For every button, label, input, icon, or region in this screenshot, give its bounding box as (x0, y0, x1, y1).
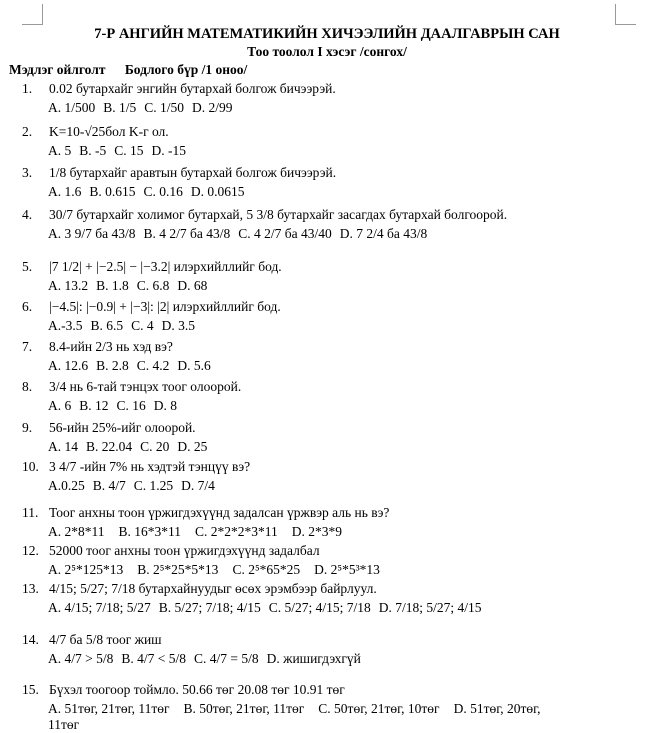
question-5 (22, 259, 282, 275)
question-text: 1/8 бутархайг аравтын бутархай болгож бичээрэй. (49, 165, 337, 180)
question-text: 0.02 бутархайг энгийн бутархай болгож бичээрэй. (49, 81, 336, 96)
answer-options-12 (48, 562, 394, 578)
answer-option[interactable]: C. 0.16 (143, 184, 183, 199)
answer-options-8 (48, 398, 185, 414)
question-text: |7 1/2| + |−2.5| − |−3.2| илэрхийллийг бод. (49, 259, 282, 274)
question-text: 52000 тоог анхны тоон үржигдэхүүнд задалбал (49, 543, 320, 558)
answer-option[interactable]: A.-3.5 (48, 318, 83, 333)
question-text: 8.4-ийн 2/3 нь хэд вэ? (49, 339, 173, 354)
question-number: 8. (22, 379, 33, 394)
answer-option[interactable]: B. 22.04 (86, 439, 133, 454)
section-objective: Мэдлэг ойлголт (9, 62, 106, 77)
answer-option[interactable]: B. 4/7 < 5/8 (121, 651, 186, 666)
answer-option[interactable]: C. 2*2*2*3*11 (195, 524, 278, 539)
answer-option[interactable]: B. 5/27; 7/18; 4/15 (158, 600, 261, 615)
answer-option[interactable]: B. 0.615 (89, 184, 136, 199)
answer-option[interactable]: D. 2/99 (192, 100, 233, 115)
question-number: 6. (22, 299, 33, 314)
answer-options-3 (48, 184, 253, 200)
answer-option[interactable]: B. -5 (79, 143, 107, 158)
question-number: 4. (22, 207, 33, 222)
answer-option[interactable]: D. 3.5 (161, 318, 196, 333)
answer-option[interactable]: C. 1.25 (133, 478, 174, 493)
answer-option[interactable]: A.0.25 (48, 478, 85, 493)
question-number: 13. (22, 581, 39, 596)
answer-option[interactable]: C. 20 (140, 439, 170, 454)
answer-option[interactable]: D. 0.0615 (190, 184, 245, 199)
answer-option[interactable]: A. 5 (48, 143, 72, 158)
question-10 (22, 459, 250, 475)
answer-option[interactable]: D. 2⁵*5³*13 (314, 562, 380, 577)
answer-options-2 (48, 143, 194, 159)
answer-option-wrap: 11төг (48, 717, 80, 732)
answer-options-7 (48, 358, 219, 374)
answer-option[interactable]: C. 6.8 (136, 278, 170, 293)
answer-options-5 (48, 278, 215, 294)
answer-option[interactable]: D. 5.6 (177, 358, 211, 373)
answer-option[interactable]: D. 7 2/4 ба 43/8 (339, 226, 428, 241)
question-text: |−4.5|: |−0.9| + |−3|: |2| илэрхийллийг бод. (49, 299, 281, 314)
question-text: 3/4 нь 6-тай тэнцэх тоог олоорой. (49, 379, 242, 394)
answer-option[interactable]: C. 4 (131, 318, 154, 333)
answer-option[interactable]: D. 8 (153, 398, 178, 413)
answer-option[interactable]: B. 1/5 (103, 100, 137, 115)
answer-option[interactable]: D. -15 (151, 143, 187, 158)
question-12 (22, 543, 320, 559)
question-2 (22, 124, 169, 140)
answer-option[interactable]: D. жишигдэхгүй (266, 651, 361, 666)
answer-option[interactable]: C. 50төг, 21төг, 10төг (318, 701, 440, 716)
question-3 (22, 165, 336, 181)
answer-option[interactable]: D. 68 (177, 278, 208, 293)
question-text: 4/15; 5/27; 7/18 бутархайнуудыг өсөх эрэмбээр байрлуул. (49, 581, 377, 596)
crop-mark-left (22, 4, 43, 25)
answer-option[interactable]: A. 1.6 (48, 184, 82, 199)
question-number: 11. (22, 505, 39, 520)
question-number: 12. (22, 543, 39, 558)
answer-option[interactable]: C. 15 (114, 143, 144, 158)
question-text: 4/7 ба 5/8 тоог жиш (49, 632, 162, 647)
answer-option[interactable]: D. 25 (177, 439, 208, 454)
answer-options-4 (48, 226, 435, 242)
answer-option[interactable]: A. 4/7 > 5/8 (48, 651, 114, 666)
answer-option[interactable]: A. 2*8*11 (48, 524, 105, 539)
question-text: K=10-√25бол K-г ол. (49, 124, 169, 139)
question-8 (22, 379, 241, 395)
answer-option[interactable]: D. 7/18; 5/27; 4/15 (378, 600, 482, 615)
question-9 (22, 420, 196, 436)
answer-option[interactable]: C. 4 2/7 ба 43/40 (238, 226, 332, 241)
answer-option[interactable]: B. 12 (79, 398, 109, 413)
question-text: Тоог анхны тоон үржигдэхүүнд задалсан үржвэр аль нь вэ? (49, 505, 390, 520)
answer-option[interactable]: B. 16*3*11 (118, 524, 182, 539)
question-text: 56-ийн 25%-ийг олоорой. (49, 420, 196, 435)
question-6 (22, 299, 281, 315)
question-number: 15. (22, 682, 39, 697)
answer-options-11 (48, 524, 356, 540)
answer-options-10 (48, 478, 223, 494)
answer-option[interactable]: A. 2⁵*125*13 (48, 562, 124, 577)
answer-option[interactable]: C. 2⁵*65*25 (232, 562, 301, 577)
question-15 (22, 682, 345, 698)
answer-option[interactable]: D. 7/4 (181, 478, 215, 493)
answer-option[interactable]: B. 4/7 (92, 478, 126, 493)
answer-option[interactable]: A. 6 (48, 398, 72, 413)
question-number: 14. (22, 632, 39, 647)
answer-option[interactable]: C. 1/50 (144, 100, 185, 115)
answer-option[interactable]: A. 13.2 (48, 278, 89, 293)
answer-option[interactable]: C. 5/27; 4/15; 7/18 (268, 600, 371, 615)
answer-option[interactable]: A. 51төг, 21төг, 11төг (48, 701, 170, 716)
document-subtitle: Тоо тоолол I хэсэг /сонгох/ (247, 44, 407, 59)
answer-options-9 (48, 439, 215, 455)
answer-option[interactable]: C. 4.2 (136, 358, 170, 373)
answer-option[interactable]: A. 4/15; 7/18; 5/27 (48, 600, 151, 615)
question-number: 5. (22, 259, 33, 274)
question-text: Бүхэл тоогоор тоймло. 50.66 төг 20.08 төг 10.91 төг (49, 682, 345, 697)
question-text: 3 4/7 -ийн 7% нь хэдтэй тэнцүү вэ? (49, 459, 251, 474)
question-13 (22, 581, 377, 597)
answer-options-1 (48, 100, 241, 116)
answer-options-15 (48, 701, 555, 717)
answer-option[interactable]: B. 4 2/7 ба 43/8 (143, 226, 231, 241)
section-type: Бодлого бүр /1 оноо/ (124, 62, 248, 77)
answer-option[interactable]: A. 14 (48, 439, 78, 454)
question-text: 30/7 бутархайг холимог бутархай, 5 3/8 бутархайг засагдах бутархай болгоорой. (49, 207, 508, 222)
question-number: 1. (22, 81, 33, 96)
answer-options-14 (48, 651, 369, 667)
section-header (9, 62, 247, 78)
question-14 (22, 632, 162, 648)
question-number: 10. (22, 459, 39, 474)
answer-option[interactable]: D. 2*3*9 (291, 524, 343, 539)
answer-option[interactable]: B. 1.8 (96, 278, 129, 293)
crop-mark-right (615, 4, 636, 25)
answer-option[interactable]: C. 16 (116, 398, 146, 413)
answer-option[interactable]: B. 6.5 (90, 318, 124, 333)
answer-option[interactable]: D. 51төг, 20төг, (453, 701, 541, 716)
question-number: 2. (22, 124, 33, 139)
answer-option[interactable]: A. 1/500 (48, 100, 96, 115)
answer-option[interactable]: C. 4/7 = 5/8 (194, 651, 259, 666)
answer-options-6 (48, 318, 203, 334)
answer-option[interactable]: B. 50төг, 21төг, 11төг (183, 701, 305, 716)
answer-option[interactable]: B. 2⁵*25*5*13 (137, 562, 219, 577)
question-7 (22, 339, 173, 355)
question-number: 7. (22, 339, 33, 354)
question-1 (22, 81, 336, 97)
question-4 (22, 207, 507, 223)
question-11 (22, 505, 389, 521)
question-number: 3. (22, 165, 33, 180)
answer-option[interactable]: A. 3 9/7 ба 43/8 (48, 226, 136, 241)
answer-option[interactable]: B. 2.8 (96, 358, 129, 373)
answer-options-13 (48, 600, 490, 616)
answer-option[interactable]: A. 12.6 (48, 358, 89, 373)
document-title: 7-Р АНГИЙН МАТЕМАТИКИЙН ХИЧЭЭЛИЙН ДААЛГАВРЫН САН (94, 26, 560, 42)
question-number: 9. (22, 420, 33, 435)
